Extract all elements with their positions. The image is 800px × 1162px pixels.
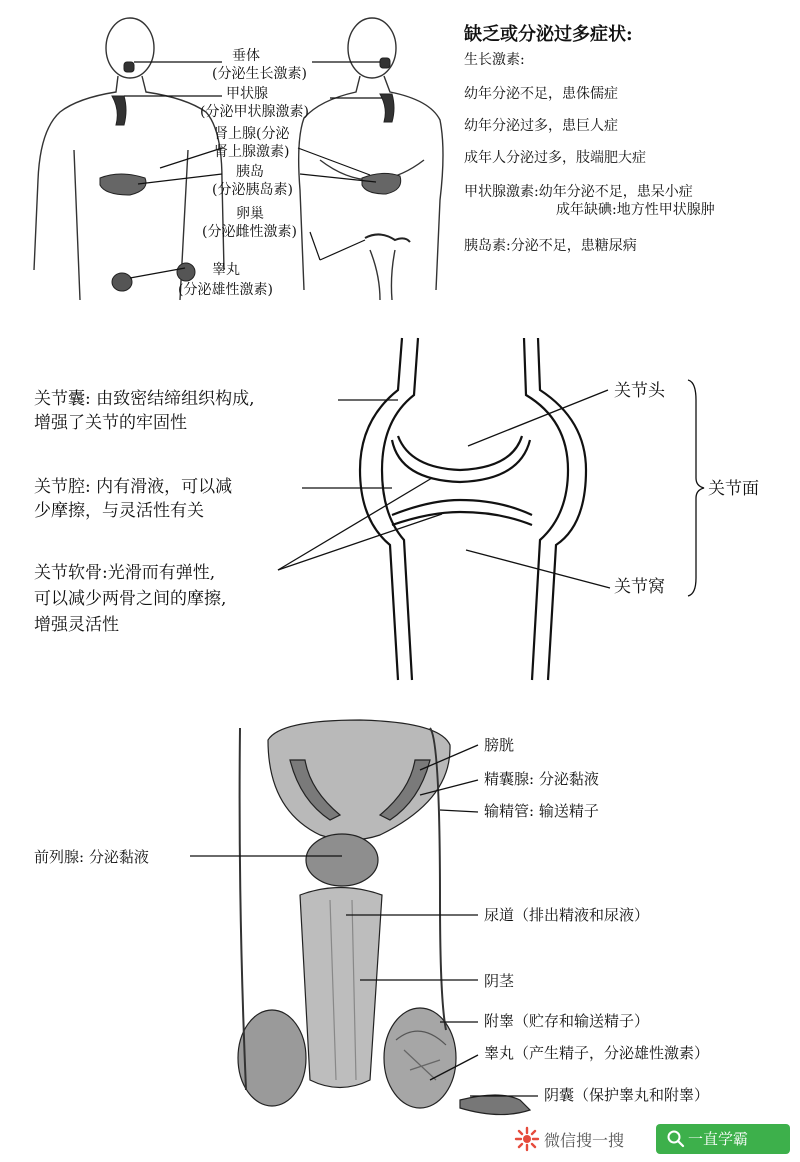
penis-label: 阴茎: [484, 972, 515, 990]
capsule-label-line2: 增强了关节的牢固性: [34, 413, 187, 433]
adrenal-label-line2: 肾上腺激素): [214, 144, 290, 160]
growth-hormone-header: 生长激素:: [464, 52, 525, 68]
capsule-label-line1: 关节囊: 由致密结缔组织构成,: [34, 389, 255, 409]
joint-leader-lines: [278, 380, 704, 596]
thyroid-note: (分泌甲状腺激素): [200, 104, 309, 120]
watermark-text: 微信搜一搜: [544, 1131, 625, 1150]
prostate-label: 前列腺: 分泌黏液: [34, 848, 149, 866]
islet-label: 胰岛: [236, 164, 264, 180]
thyroid-symptom-2: 成年缺碘:地方性甲状腺肿: [556, 202, 715, 218]
seminal-vesicle-label: 精囊腺: 分泌黏液: [484, 770, 599, 788]
testis-label: 睾丸（产生精子，分泌雄性激素）: [484, 1044, 710, 1062]
urethra-label: 尿道（排出精液和尿液）: [484, 906, 650, 924]
testis-note-endocrine: (分泌雄性激素): [178, 282, 273, 298]
cartilage-label-line1: 关节软骨:光滑而有弹性,: [34, 563, 216, 583]
thyroid-label: 甲状腺: [226, 86, 268, 102]
pituitary-label: 垂体: [232, 48, 260, 64]
watermark-badge[interactable]: [656, 1124, 790, 1154]
wechat-search-icon: [512, 1124, 542, 1154]
search-icon: [666, 1129, 686, 1149]
symptom-line-2: 幼年分泌过多，患巨人症: [464, 118, 618, 134]
testis-label-endocrine: 睾丸: [212, 262, 240, 278]
adrenal-label-line1: 肾上腺(分泌: [214, 126, 290, 142]
joint-drawing: [360, 338, 586, 680]
cavity-label-line2: 少摩擦，与灵活性有关: [34, 501, 204, 521]
islet-note: (分泌胰岛素): [212, 182, 293, 198]
ovary-note: (分泌雌性激素): [202, 224, 297, 240]
symptoms-title: 缺乏或分泌过多症状:: [464, 24, 633, 45]
symptom-line-3: 成年人分泌过多，肢端肥大症: [464, 150, 646, 166]
joint-surface-label: 关节面: [708, 479, 759, 499]
cavity-label-line1: 关节腔: 内有滑液，可以减: [34, 477, 233, 497]
ovary-label: 卵巢: [236, 206, 264, 222]
joint-socket-label: 关节窝: [614, 577, 665, 597]
male-body-outline: [34, 18, 224, 300]
cartilage-label-line3: 增强灵活性: [34, 615, 119, 635]
bladder-label: 膀胱: [484, 736, 515, 754]
watermark: [508, 1124, 800, 1156]
cartilage-label-line2: 可以减少两骨之间的摩擦,: [34, 589, 227, 609]
pituitary-note: (分泌生长激素): [212, 66, 307, 82]
insulin-symptom: 胰岛素:分泌不足，患糖尿病: [464, 238, 637, 254]
watermark-badge-label: 一直学霸: [688, 1130, 749, 1148]
vas-deferens-label: 输精管: 输送精子: [484, 802, 599, 820]
female-body-outline: [299, 18, 443, 300]
symptom-line-1: 幼年分泌不足，患侏儒症: [464, 86, 618, 102]
epididymis-label: 附睾（贮存和输送精子）: [484, 1012, 650, 1030]
thyroid-symptom-1: 甲状腺激素:幼年分泌不足，患呆小症: [464, 184, 693, 200]
scrotum-label: 阴囊（保护睾丸和附睾）: [544, 1086, 710, 1104]
joint-head-label: 关节头: [614, 381, 665, 401]
